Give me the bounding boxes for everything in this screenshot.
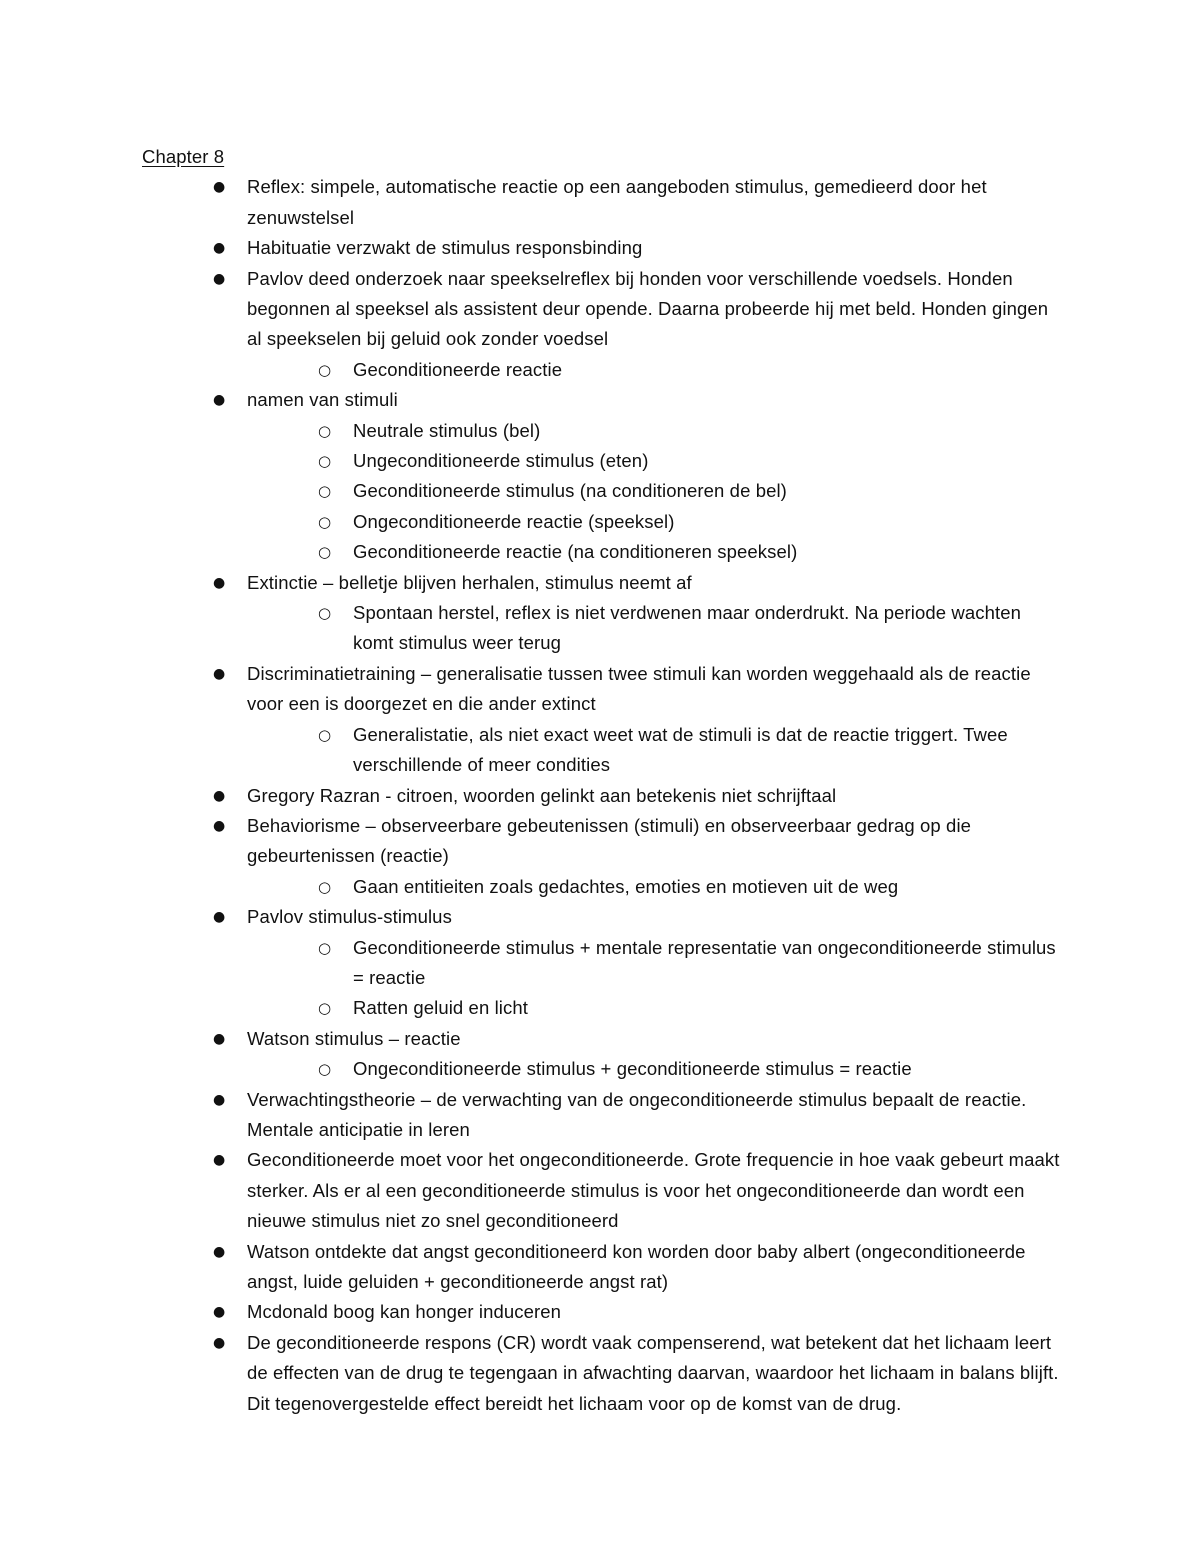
list-item [213,1297,1062,1327]
list-item [213,781,1062,811]
notes-list [142,172,1072,1419]
list-item-text: Gaan entitieiten zoals gedachtes, emoties en motieven uit de weg [353,875,899,897]
sub-list-item [318,355,1063,385]
list-item-text: Watson stimulus – reactie [247,1027,461,1049]
list-item [213,1085,1062,1146]
sub-list-item [318,446,1063,476]
filled-bullet-icon: ● [213,1091,226,1108]
filled-bullet-icon: ● [213,817,226,834]
list-item-text: Pavlov stimulus-stimulus [247,906,452,928]
list-item-text: Discriminatietraining – generalisatie tussen twee stimuli kan worden weggehaald als de reactie voor een is doorgezet en die ander extinct [247,662,1036,715]
list-item [213,902,1062,932]
filled-bullet-icon: ● [213,787,226,804]
hollow-bullet-icon: ○ [318,938,332,957]
hollow-bullet-icon: ○ [318,482,332,501]
list-item-text: Generalistatie, als niet exact weet wat de stimuli is dat de reactie triggert. Twee verschillende of meer condities [353,723,1013,776]
sub-list-item [318,993,1063,1023]
list-item-text: Watson ontdekte dat angst geconditioneerd kon worden door baby albert (ongeconditioneerde angst, luide geluiden + geconditioneerde angst rat) [247,1240,1031,1293]
chapter-title: Chapter 8 [142,146,225,167]
sub-list-item [318,1054,1063,1084]
hollow-bullet-icon: ○ [318,360,332,379]
list-item-text: Spontaan herstel, reflex is niet verdwenen maar onderdrukt. Na periode wachten komt stimulus weer terug [353,602,1027,654]
list-item [213,172,1062,233]
list-item-text: De geconditioneerde respons (CR) wordt vaak compenserend, wat betekent dat het lichaam leert de effecten van de drug te tegengaan in afwachting daarvan, waardoor het lichaam in balans blijft. Dit tegenovergestelde effect bereidt het lichaam voor op de komst van de drug. [247,1331,1064,1414]
filled-bullet-icon: ● [213,179,226,196]
list-item-text: Geconditioneerde reactie [353,358,563,380]
list-item-text: Reflex: simpele, automatische reactie op een aangeboden stimulus, gemedieerd door het zenuwstelsel [247,176,992,228]
sub-list-item [318,598,1063,659]
list-item [213,385,1062,415]
list-item-text: Ongeconditioneerde reactie (speeksel) [353,510,675,532]
hollow-bullet-icon: ○ [318,725,332,744]
sub-list-item [318,933,1063,994]
list-item [213,264,1062,355]
list-item [213,1237,1062,1298]
list-item-text: Ratten geluid en licht [353,997,528,1019]
list-item-text: Verwachtingstheorie – de verwachting van de ongeconditioneerde stimulus bepaalt de reactie. Mentale anticipatie in leren [247,1088,1032,1140]
list-item-text: Habituatie verzwakt de stimulus responsbinding [247,237,643,259]
sub-list-item [318,476,1063,506]
filled-bullet-icon: ● [213,909,226,926]
list-item [213,1024,1062,1054]
list-item-text: Gregory Razran - citroen, woorden gelinkt aan betekenis niet schrijftaal [247,784,837,806]
list-item-text: Pavlov deed onderzoek naar speekselreflex bij honden voor verschillende voedsels. Honden begonnen al speeksel als assistent deur opende. Daarna probeerde hij met beld. Honden gingen al speekselen bij geluid ook zonder voedsel [247,267,1054,350]
hollow-bullet-icon: ○ [318,512,332,531]
filled-bullet-icon: ● [213,392,226,409]
hollow-bullet-icon: ○ [318,543,332,562]
list-item [213,568,1062,598]
list-item [213,1328,1064,1419]
filled-bullet-icon: ● [213,665,226,682]
sub-list-item [318,720,1063,781]
list-item-text: namen van stimuli [247,389,398,411]
filled-bullet-icon: ● [213,1030,226,1047]
hollow-bullet-icon: ○ [318,999,332,1018]
filled-bullet-icon: ● [213,1243,226,1260]
hollow-bullet-icon: ○ [318,452,332,471]
document-body [142,142,1072,1419]
filled-bullet-icon: ● [213,240,226,257]
list-item-text: Geconditioneerde stimulus + mentale representatie van ongeconditioneerde stimulus = reactie [353,936,1062,988]
sub-list-item [318,537,1063,567]
list-item-text: Geconditioneerde reactie (na conditioneren speeksel) [353,541,798,563]
hollow-bullet-icon: ○ [318,604,332,623]
hollow-bullet-icon: ○ [318,1060,332,1079]
list-item-text: Mcdonald boog kan honger induceren [247,1301,562,1323]
list-item-text: Ungeconditioneerde stimulus (eten) [353,450,649,472]
list-item-text: Extinctie – belletje blijven herhalen, stimulus neemt af [247,571,692,593]
list-item-text: Geconditioneerde stimulus (na conditioneren de bel) [353,480,787,502]
list-item [213,811,1062,872]
filled-bullet-icon: ● [213,1304,226,1321]
list-item-text: Neutrale stimulus (bel) [353,419,541,441]
filled-bullet-icon: ● [213,1334,226,1351]
filled-bullet-icon: ● [213,270,226,287]
list-item-text: Behaviorisme – observeerbare gebeutenissen (stimuli) en observeerbaar gedrag op die gebeurtenissen (reactie) [247,814,977,867]
list-item [213,659,1062,720]
hollow-bullet-icon: ○ [318,877,332,896]
list-item-text: Geconditioneerde moet voor het ongeconditioneerde. Grote frequencie in hoe vaak gebeurt maakt sterker. Als er al een geconditioneerde stimulus is voor het ongeconditioneerde dan wordt een nieuwe stimulus niet zo snel geconditioneerd [247,1149,1065,1232]
sub-list-item [318,416,1063,446]
sub-list-item [318,507,1063,537]
list-item [213,1145,1065,1236]
hollow-bullet-icon: ○ [318,421,332,440]
filled-bullet-icon: ● [213,574,226,591]
list-item [213,233,1062,263]
filled-bullet-icon: ● [213,1152,226,1169]
list-item-text: Ongeconditioneerde stimulus + geconditioneerde stimulus = reactie [353,1058,912,1080]
sub-list-item [318,872,1063,902]
